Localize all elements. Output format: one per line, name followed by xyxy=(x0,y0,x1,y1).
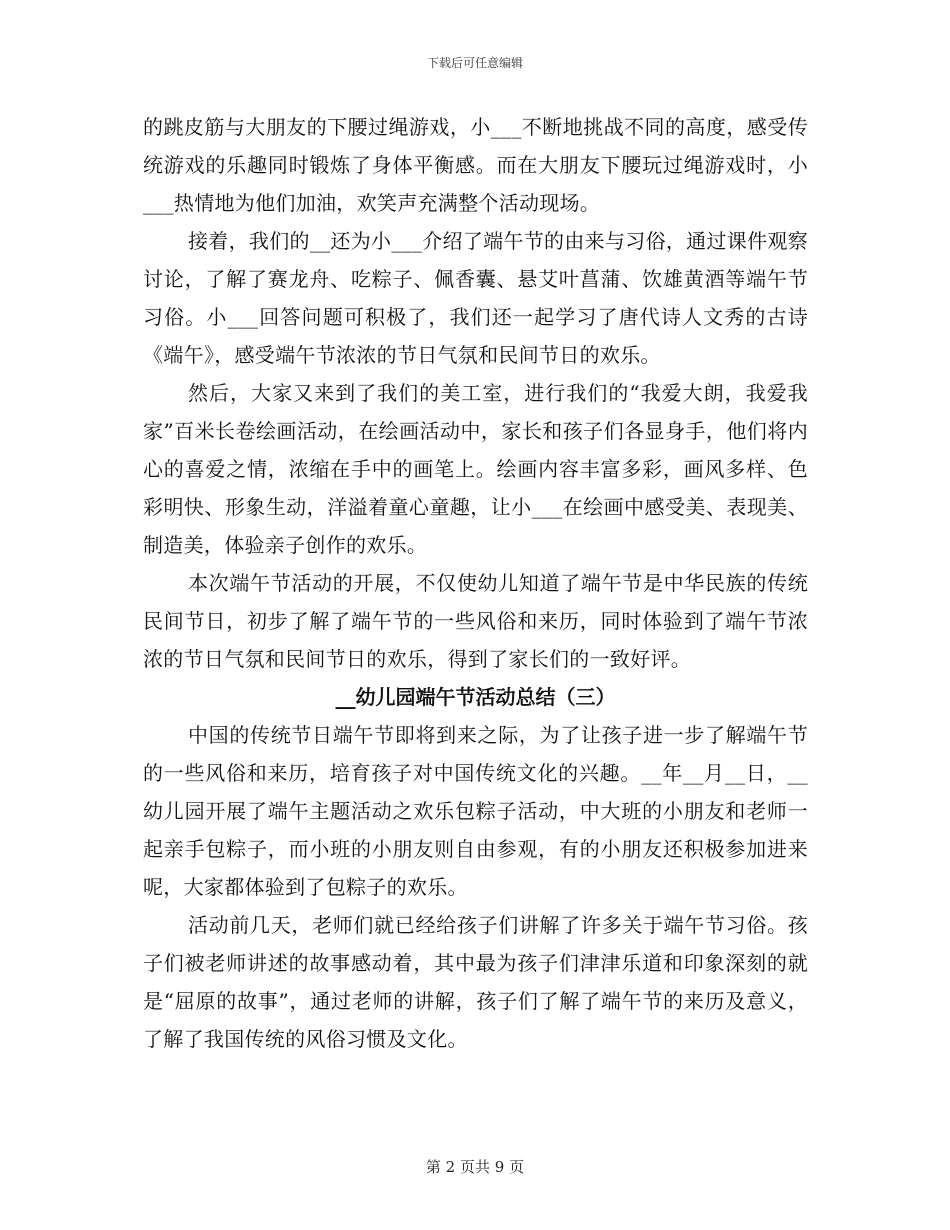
paragraph: 中国的传统节日端午节即将到来之际，为了让孩子进一步了解端午节的一些风俗和来历，培育孩子对中国传统文化的兴趣。__年__月__日，__幼儿园开展了端午主题活动之欢乐包粽子活动，中大班的小朋友和老师一起亲手包粽子，而小班的小朋友则自由参观，有的小朋友还积极参加进来呢，大家都体验到了包粽子的欢乐。 xyxy=(143,723,808,899)
paragraph: 的跳皮筋与大朋友的下腰过绳游戏，小___不断地挑战不同的高度，感受传统游戏的乐趣同时锻炼了身体平衡感。而在大朋友下腰玩过绳游戏时，小___热情地为他们加油，欢笑声充满整个活动现场。 xyxy=(143,115,808,215)
document-body xyxy=(143,108,808,1058)
paragraph: 本次端午节活动的开展，不仅使幼儿知道了端午节是中华民族的传统民间节日，初步了解了端午节的一些风俗和来历，同时体验到了端午节浓浓的节日气氛和民间节日的欢乐，得到了家长们的一致好评。 xyxy=(143,571,808,671)
page-footer: 第 2 页共 9 页 xyxy=(425,1158,525,1176)
paragraph: 然后，大家又来到了我们的美工室，进行我们的“我爱大朗，我爱我家”百米长卷绘画活动，在绘画活动中，家长和孩子们各显身手，他们将内心的喜爱之情，浓缩在手中的画笔上。绘画内容丰富多彩，画风多样、色彩明快、形象生动，洋溢着童心童趣，让小___在绘画中感受美、表现美、制造美，体验亲子创作的欢乐。 xyxy=(143,381,808,557)
paragraph: 接着，我们的__还为小___介绍了端午节的由来与习俗，通过课件观察讨论，了解了赛龙舟、吃粽子、佩香囊、悬艾叶菖蒲、饮雄黄酒等端午节习俗。小___回答问题可积极了，我们还一起学习了唐代诗人文秀的古诗《端午》，感受端午节浓浓的节日气氛和民间节日的欢乐。 xyxy=(143,229,808,367)
section-heading: __幼儿园端午节活动总结（三） xyxy=(335,685,616,709)
page-header: 下载后可任意编辑 xyxy=(426,56,523,70)
paragraph: 活动前几天，老师们就已经给孩子们讲解了许多关于端午节习俗。孩子们被老师讲述的故事感动着，其中最为孩子们津津乐道和印象深刻的就是“屈原的故事”，通过老师的讲解，孩子们了解了端午节的来历及意义，了解了我国传统的风俗习惯及文化。 xyxy=(143,913,808,1051)
